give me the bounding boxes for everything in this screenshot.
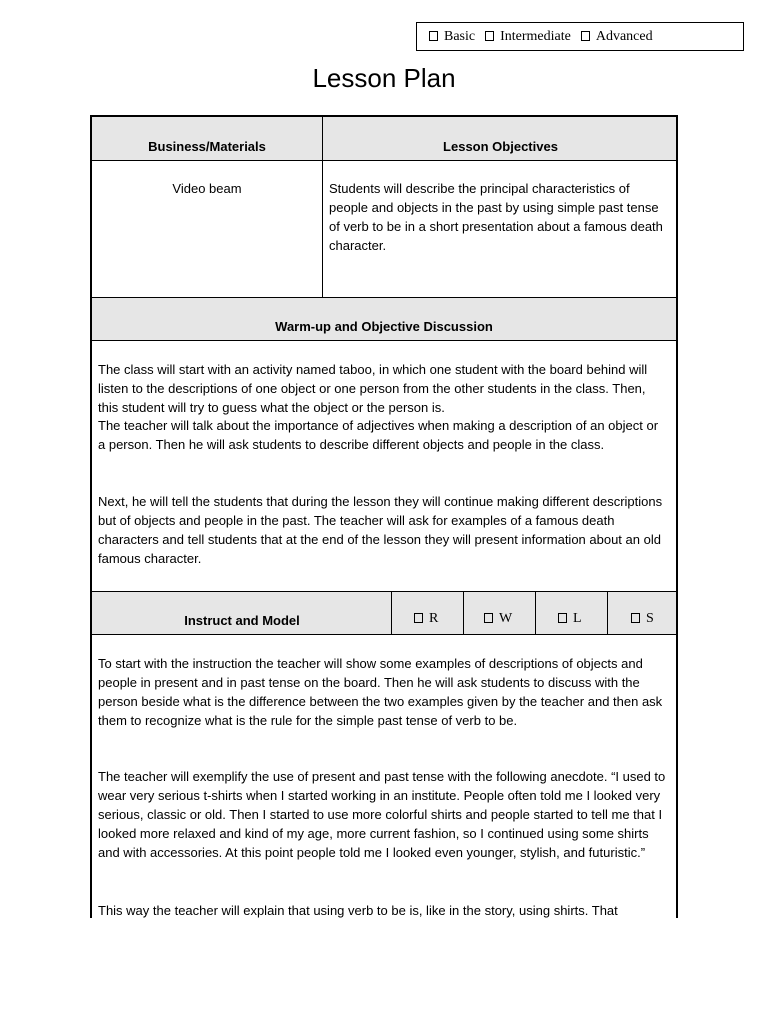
table-header-row	[92, 117, 676, 160]
checkbox-icon[interactable]	[485, 31, 494, 41]
checkbox-icon[interactable]	[581, 31, 590, 41]
warmup-heading: Warm-up and Objective Discussion	[275, 319, 493, 334]
warmup-paragraph-3: Next, he will tell the students that during the lesson they will continue making different descriptions but of objects and people in the past. The teacher will ask for examples of a famous death characters and tell students that at the end of the lesson they will present information about an old famous character.	[98, 494, 663, 566]
instruct-heading: Instruct and Model	[184, 613, 300, 628]
materials-header: Business/Materials	[148, 139, 266, 154]
level-option-advanced[interactable]: Advanced	[581, 29, 653, 45]
instruct-paragraph-3: This way the teacher will explain that using verb to be is, like in the story, using shirts. That	[98, 903, 618, 918]
checkbox-icon[interactable]	[631, 613, 640, 623]
checkbox-icon[interactable]	[414, 613, 423, 623]
warmup-header-row	[92, 298, 676, 340]
warmup-paragraph-2: The teacher will talk about the importance of adjectives when making a description of an object or a person. Then he will ask students to describe different objects and people in the class.	[98, 418, 659, 452]
objectives-header: Lesson Objectives	[443, 139, 558, 154]
checkbox-icon[interactable]	[558, 613, 567, 623]
instruct-paragraph-2: The teacher will exemplify the use of present and past tense with the following anecdote. “I used to wear very serious t-shirts when I started working in an institute. People often told me I looked very serious, classic or old. Then I started to use more colorful shirts and people started to tell me that I looked more relaxed and kind of my age, more current fashion, so I continued using some shirts and with accessories. At this point people told me I looked even younger, stylish, and futuristic.”	[98, 769, 666, 860]
materials-value: Video beam	[172, 181, 242, 196]
instruct-paragraph-1: To start with the instruction the teacher will show some examples of descriptions of objects and people in present and in past tense on the board. Then he will ask students to discuss with the person beside what is the difference between the two examples given by the teacher and then ask them to recognize what is the rule for the simple past tense of verb to be.	[98, 656, 663, 728]
skill-speaking[interactable]: S	[631, 611, 654, 627]
checkbox-icon[interactable]	[429, 31, 438, 41]
skill-reading[interactable]: R	[414, 611, 438, 627]
level-selector	[416, 22, 744, 51]
skill-writing[interactable]: W	[484, 611, 512, 627]
level-option-intermediate[interactable]: Intermediate	[485, 29, 571, 45]
page-title: Lesson Plan	[312, 63, 456, 93]
objectives-text: Students will describe the principal characteristics of people and objects in the past by using simple past tense of verb to be in a short presentation about a famous death character.	[329, 181, 663, 253]
skill-listening[interactable]: L	[558, 611, 582, 627]
lesson-plan-table	[90, 115, 678, 918]
level-option-basic[interactable]: Basic	[429, 29, 475, 45]
warmup-paragraph-1: The class will start with an activity named taboo, in which one student with the board behind will listen to the descriptions of one object or one person from the other students in the class. Then, this student will try to guess what the object or the person is.	[98, 362, 648, 415]
checkbox-icon[interactable]	[484, 613, 493, 623]
instruct-header-row	[92, 592, 676, 634]
